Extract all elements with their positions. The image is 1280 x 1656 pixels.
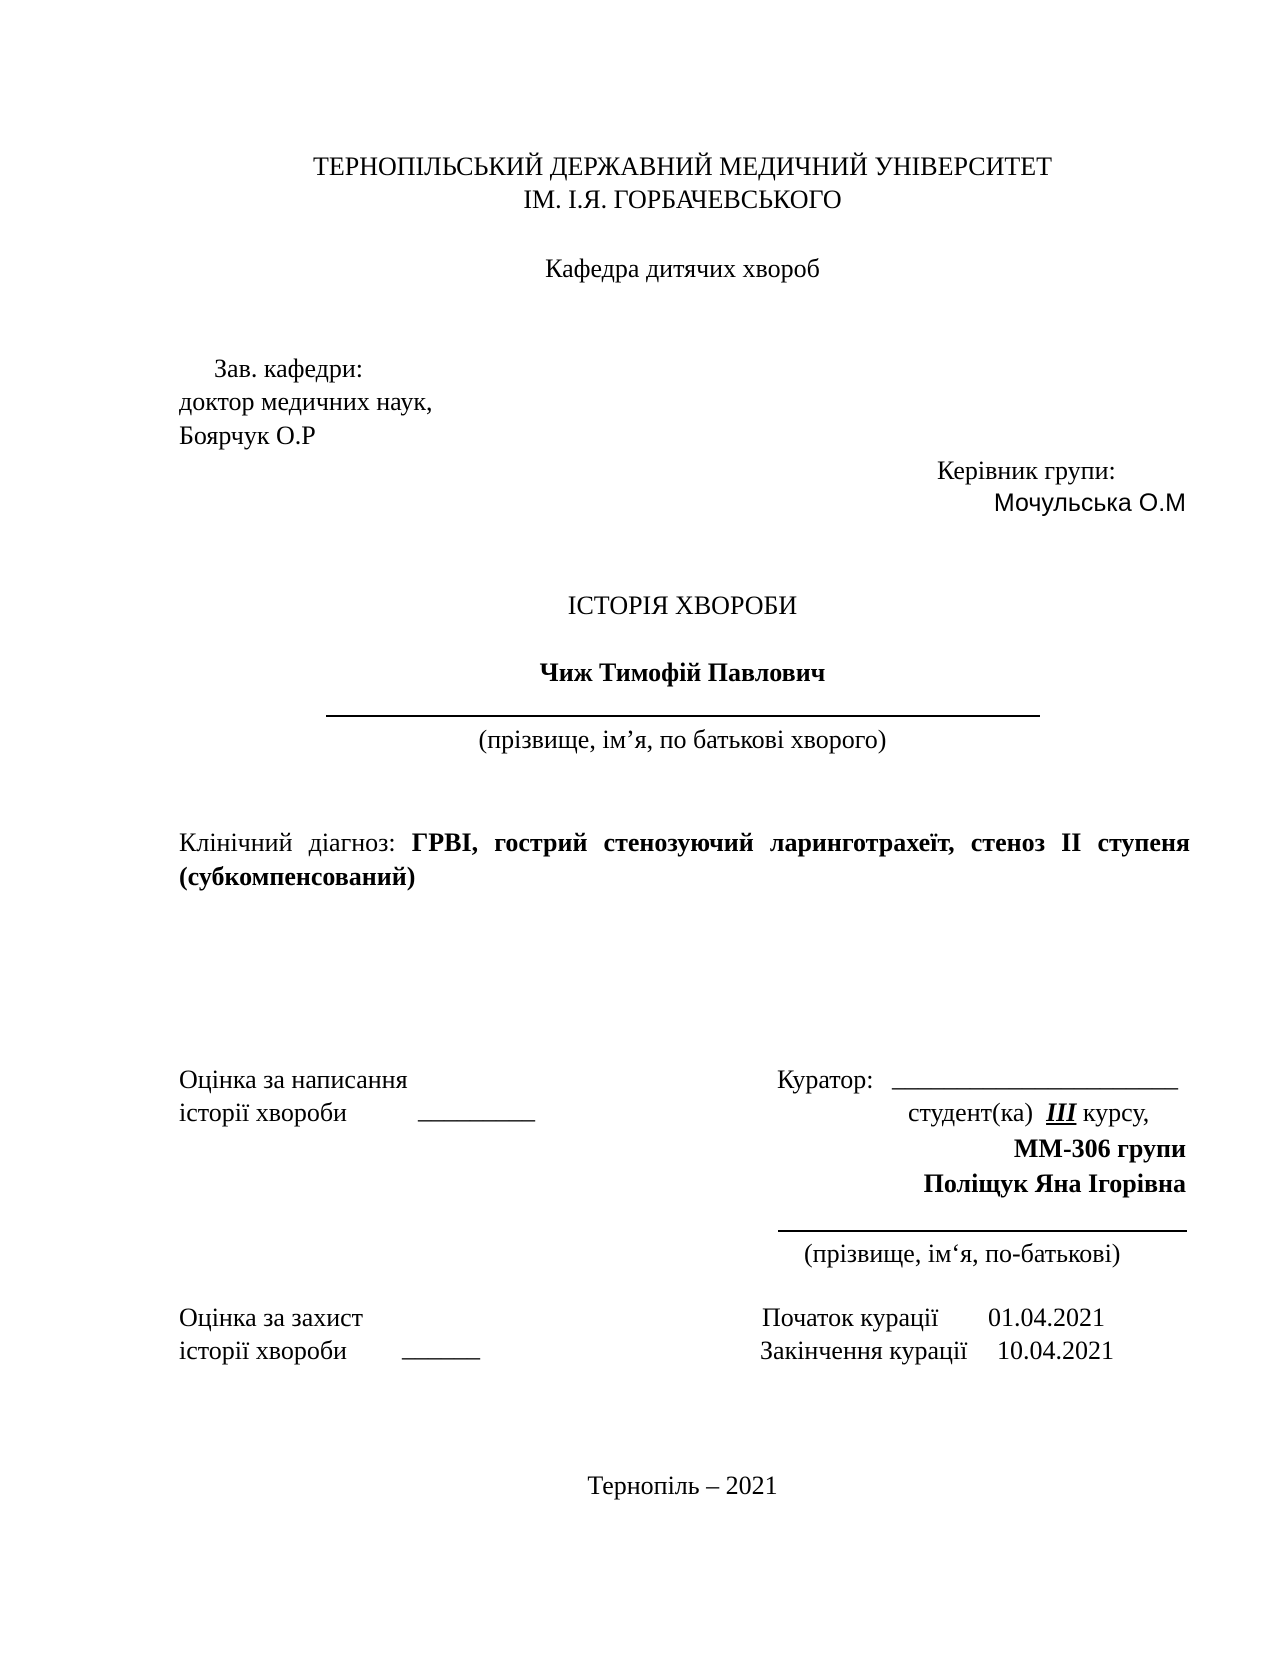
head-of-department-name: Боярчук О.Р: [179, 421, 316, 450]
curator-group: ММ-306 групи: [1013, 1134, 1186, 1163]
department-name: Кафедра дитячих хвороб: [545, 254, 820, 283]
head-of-department-degree: доктор медичних наук,: [179, 387, 433, 416]
curation-start-date: 01.04.2021: [988, 1303, 1105, 1332]
curator-label: Куратор:: [777, 1065, 874, 1094]
course-number: ІІІ: [1046, 1098, 1077, 1127]
diagnosis-label: Клінічний діагноз:: [179, 828, 396, 857]
curator-student-course: [908, 1097, 1149, 1128]
diagnosis-value: ГРВІ, гострий стенозуючий ларинготрахеїт, стеноз ІІ ступеня (субкомпенсований): [179, 828, 1190, 891]
curation-end-date: 10.04.2021: [997, 1336, 1114, 1365]
patient-name: Чиж Тимофій Павлович: [539, 658, 826, 687]
patient-name-caption: (прізвище, ім’я, по батькові хворого): [478, 725, 887, 754]
curation-end-label: Закінчення курації: [760, 1336, 968, 1365]
university-name-line1: ТЕРНОПІЛЬСЬКИЙ ДЕРЖАВНИЙ МЕДИЧНИЙ УНІВЕРСИТЕТ: [312, 152, 1053, 181]
city-year: Тернопіль – 2021: [587, 1471, 778, 1500]
curator-name: Поліщук Яна Ігорівна: [923, 1169, 1186, 1198]
defense-grade-blank: ______: [402, 1333, 480, 1362]
writing-grade-label-line2: історії хвороби: [179, 1098, 347, 1127]
curation-start-label: Початок курації: [762, 1303, 939, 1332]
course-suffix: курсу,: [1082, 1098, 1150, 1127]
defense-grade-label-line2: історії хвороби: [179, 1336, 347, 1365]
document-title: ІСТОРІЯ ХВОРОБИ: [567, 591, 798, 620]
writing-grade-blank: _________: [418, 1095, 535, 1124]
defense-grade-label-line1: Оцінка за захист: [179, 1303, 364, 1332]
clinical-diagnosis: [179, 826, 1190, 894]
head-of-department-label: Зав. кафедри:: [214, 354, 364, 383]
student-prefix: студент(ка): [908, 1098, 1034, 1127]
university-name-line2: ІМ. І.Я. ГОРБАЧЕВСЬКОГО: [523, 185, 842, 214]
patient-name-underline: [326, 715, 1040, 717]
curator-name-caption: (прізвище, ім‘я, по-батькові): [804, 1239, 1121, 1268]
writing-grade-label-line1: Оцінка за написання: [179, 1065, 408, 1094]
curator-name-underline: [778, 1230, 1187, 1232]
curator-blank: ______________________: [892, 1063, 1178, 1092]
group-leader-name: Мочульська О.М: [993, 489, 1186, 517]
group-leader-label: Керівник групи:: [937, 456, 1116, 485]
